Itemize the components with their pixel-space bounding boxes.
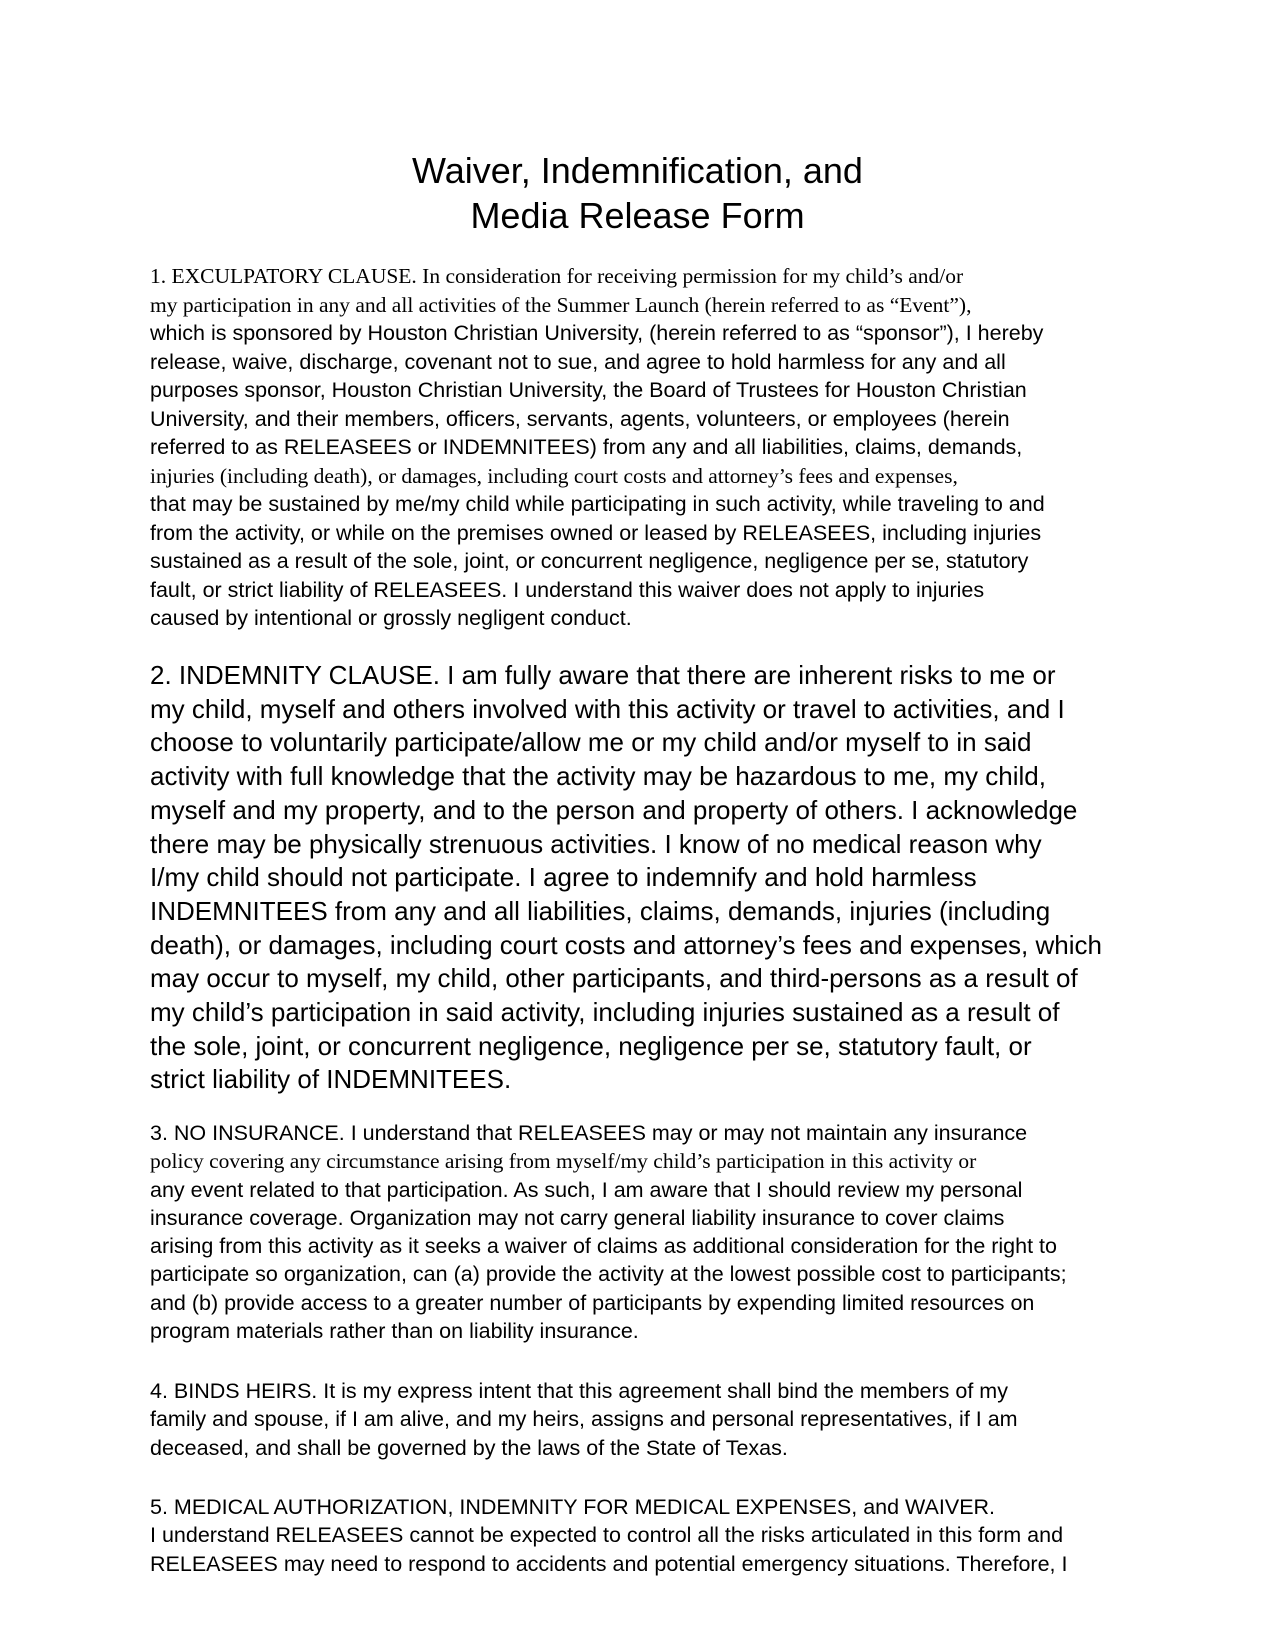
clause-line: INDEMNITEES from any and all liabilities, claims, demands, injuries (including [150, 895, 1051, 926]
clause-line: that may be sustained by me/my child while participating in such activity, while traveling to and [150, 492, 1045, 516]
clause-line: my child’s participation in said activity, including injuries sustained as a result of [150, 997, 1060, 1028]
clause-line: which is sponsored by Houston Christian University, (herein referred to as “sponsor”), I hereby [150, 321, 1044, 345]
clause-line: my child, myself and others involved with this activity or travel to activities, and I [150, 693, 1065, 724]
clause-line: caused by intentional or grossly negligent conduct. [150, 606, 632, 630]
clause-line: deceased, and shall be governed by the laws of the State of Texas. [150, 1435, 788, 1460]
clause-line: activity with full knowledge that the activity may be hazardous to me, my child, [150, 761, 1046, 792]
clause-line: 2. INDEMNITY CLAUSE. I am fully aware that there are inherent risks to me or [150, 660, 1056, 690]
clause-line: may occur to myself, my child, other participants, and third-persons as a result of [150, 963, 1078, 994]
clause-line: policy covering any circumstance arising from myself/my child’s participation in this activity or [150, 1149, 977, 1174]
clause-line: University, and their members, officers, servants, agents, volunteers, or employees (herein [150, 406, 1010, 431]
clause-medical-authorization [150, 1493, 1115, 1578]
clause-line: 5. MEDICAL AUTHORIZATION, INDEMNITY FOR MEDICAL EXPENSES, and WAIVER. [150, 1495, 996, 1519]
clause-line: I understand RELEASEES cannot be expected to control all the risks articulated in this form and [150, 1523, 1064, 1548]
clause-line: 1. EXCULPATORY CLAUSE. In consideration for receiving permission for my child’s and/or [150, 264, 964, 288]
clause-line: I/my child should not participate. I agree to indemnify and hold harmless [150, 862, 977, 893]
clause-line: program materials rather than on liability insurance. [150, 1319, 639, 1344]
clause-line: death), or damages, including court costs and attorney’s fees and expenses, which [150, 929, 1102, 960]
document-title [0, 148, 1275, 238]
clause-line: injuries (including death), or damages, including court costs and attorney’s fees and expenses, [150, 463, 958, 488]
clause-line: participate so organization, can (a) provide the activity at the lowest possible cost to participants; [150, 1262, 1067, 1287]
clause-line: myself and my property, and to the person and property of others. I acknowledge [150, 794, 1078, 825]
clause-line: fault, or strict liability of RELEASEES. I understand this waiver does not apply to injuries [150, 577, 985, 602]
clause-line: sustained as a result of the sole, joint, or concurrent negligence, negligence per se, statutory [150, 549, 1029, 573]
clause-binds-heirs [150, 1377, 1115, 1462]
clause-line: any event related to that participation. As such, I am aware that I should review my personal [150, 1177, 1023, 1202]
clause-line: 4. BINDS HEIRS. It is my express intent that this agreement shall bind the members of my [150, 1379, 1008, 1403]
clause-line: arising from this activity as it seeks a waiver of claims as additional consideration for the right to [150, 1234, 1057, 1259]
clause-exculpatory [150, 262, 1115, 633]
clause-indemnity [150, 659, 1115, 1097]
clause-line: strict liability of INDEMNITEES. [150, 1064, 512, 1095]
clause-line: from the activity, or while on the premises owned or leased by RELEASEES, including injuries [150, 520, 1042, 545]
title-line-1: Waiver, Indemnification, and [412, 150, 863, 191]
clause-line: the sole, joint, or concurrent negligence, negligence per se, statutory fault, or [150, 1030, 1032, 1061]
clause-line: RELEASEES may need to respond to accidents and potential emergency situations. Therefore, I [150, 1551, 1068, 1576]
clause-line: there may be physically strenuous activities. I know of no medical reason why [150, 828, 1042, 859]
clause-no-insurance [150, 1119, 1115, 1345]
clause-line: referred to as RELEASEES or INDEMNITEES) from any and all liabilities, claims, demands, [150, 435, 1023, 459]
clause-line: purposes sponsor, Houston Christian University, the Board of Trustees for Houston Christian [150, 378, 1027, 402]
clause-line: insurance coverage. Organization may not carry general liability insurance to cover claims [150, 1205, 1005, 1230]
clause-line: release, waive, discharge, covenant not to sue, and agree to hold harmless for any and all [150, 349, 1006, 374]
clause-line: and (b) provide access to a greater number of participants by expending limited resources on [150, 1290, 1035, 1315]
clause-line: choose to voluntarily participate/allow me or my child and/or myself to in said [150, 727, 1032, 758]
title-line-2: Media Release Form [470, 195, 805, 236]
clause-line: family and spouse, if I am alive, and my heirs, assigns and personal representatives, if I am [150, 1407, 1018, 1432]
clause-line: 3. NO INSURANCE. I understand that RELEASEES may or may not maintain any insurance [150, 1121, 1028, 1145]
clause-line: my participation in any and all activities of the Summer Launch (herein referred to as “Event”), [150, 292, 972, 317]
